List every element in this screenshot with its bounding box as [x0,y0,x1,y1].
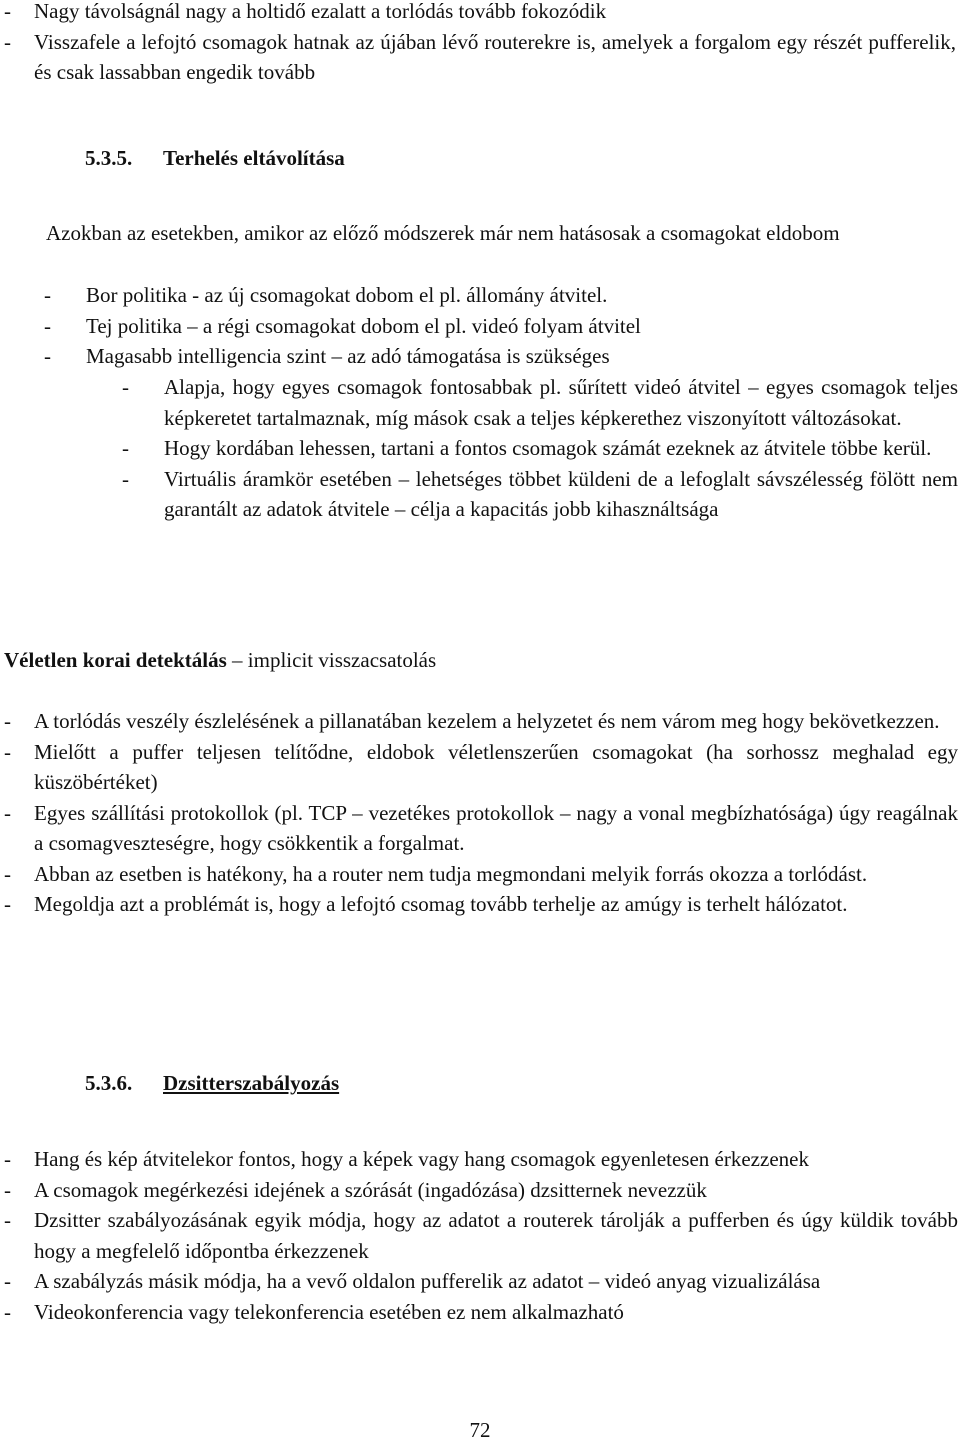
section-heading-535 [85,143,945,174]
list-item-text: Abban az esetben is hatékony, ha a router nem tudja megmondani melyik forrás okozza a torlódást. [34,861,868,886]
section-heading-536 [85,1068,945,1099]
bullet-dash: - [4,29,11,54]
list-item [4,859,958,890]
list-item [4,889,958,920]
list-item-text: Magasabb intelligencia szint – az adó támogatása is szükséges [86,344,610,368]
list-item [4,1175,958,1206]
list-item-text: Megoldja azt a problémát is, hogy a lefojtó csomag tovább terhelje az amúgy is terhelt hálózatot. [34,892,848,916]
list-item [4,1144,958,1175]
sublist-item [122,433,958,464]
list-item-text: Nagy távolságnál nagy a holtidő ezalatt a torlódás tovább fokozódik [34,0,607,23]
list-item [4,0,956,27]
sublist-item [122,464,958,525]
list-item-text: A szabályzás másik módja, ha a vevő oldalon pufferelik az adatot – videó anyag vizualizálása [34,1269,821,1293]
section-535-sublist [122,372,958,525]
bullet-dash: - [4,1147,11,1171]
bullet-dash: - [4,1208,11,1232]
intro-text: Azokban az esetekben, amikor az előző módszerek már nem hatásosak a csomagokat eldobom [46,221,840,245]
sublist-item [122,372,958,433]
section-number: 5.3.6. [85,1071,133,1095]
bullet-dash: - [122,436,129,460]
section-intro [4,218,956,249]
red-list [4,706,958,920]
sublist-item-text: Alapja, hogy egyes csomagok fontosabbak pl. sűrített videó átvitel – egyes csomagok teljes képkeretet tartalmaznak, míg mások csak a teljes képkerethez viszonyított változásokat. [164,375,958,430]
section-535-list [44,280,956,372]
section-title: Terhelés eltávolítása [163,146,345,170]
list-item-text: Mielőtt a puffer teljesen telítődne, eldobok véletlenszerűen csomagokat (ha sorhossz meghalad egy küszöbértéket) [34,739,958,794]
bullet-dash: - [122,466,129,491]
section-536-list [4,1144,958,1327]
list-item-text: A csomagok megérkezési idejének a szórását (ingadózása) dzsitternek nevezzük [34,1177,707,1202]
bullet-dash: - [4,1299,11,1324]
list-item [4,706,958,737]
list-item-text: A torlódás veszély észlelésének a pillanatában kezelem a helyzetet és nem várom meg hogy bekövetkezzen. [34,709,940,733]
bullet-dash: - [122,375,129,399]
list-item [4,1266,958,1297]
list-item-text: Videokonferencia vagy telekonferencia esetében ez nem alkalmazható [34,1299,624,1324]
bullet-dash: - [4,892,11,916]
list-item [4,27,956,88]
list-item [44,280,956,311]
section-title: Dzsitterszabályozás [163,1071,340,1095]
bullet-dash: - [4,1269,11,1293]
bullet-dash: - [44,313,51,338]
list-item [4,1297,958,1328]
list-item [4,1205,958,1266]
list-item-text: Egyes szállítási protokollok (pl. TCP – vezetékes protokollok – nagy a vonal megbízhatósága) úgy reagálnak a csomagveszteségre, hogy csökkentik a forgalmat. [34,800,958,855]
bullet-dash: - [4,1177,11,1202]
list-item [4,798,958,859]
red-heading-bold: Véletlen korai detektálás [4,648,227,672]
sublist-item-text: Hogy kordában lehessen, tartani a fontos csomagok számát ezeknek az átvitele többe kerül. [164,436,932,460]
list-item-text: Tej politika – a régi csomagokat dobom el pl. videó folyam átvitel [86,313,641,338]
list-item-text: Visszafele a lefojtó csomagok hatnak az újában lévő routerekre is, amelyek a forgalom egy részét pufferelik, és csak lassabban engedik tovább [34,29,956,84]
list-item-text: Bor politika - az új csomagokat dobom el pl. állomány átvitel. [86,283,608,307]
list-item [4,737,958,798]
top-list [4,0,956,88]
list-item [44,311,956,342]
bullet-dash: - [4,861,11,886]
bullet-dash: - [4,0,11,23]
bullet-dash: - [4,739,11,764]
list-item-text: Dzsitter szabályozásának egyik módja, hogy az adatot a routerek tárolják a pufferben és úgy küldik tovább hogy a megfelelő időpontba érkezzenek [34,1208,958,1263]
list-item-text: Hang és kép átvitelekor fontos, hogy a képek vagy hang csomagok egyenletesen érkezzenek [34,1147,809,1171]
list-item [44,341,956,372]
bullet-dash: - [4,800,11,825]
bullet-dash: - [44,344,51,368]
bullet-dash: - [4,709,11,733]
page-number: 72 [469,1418,491,1442]
red-heading [4,645,956,676]
red-heading-rest: – implicit visszacsatolás [226,648,437,672]
sublist-item-text: Virtuális áramkör esetében – lehetséges többet küldeni de a lefoglalt sávszélesség fölött nem garantált az adatok átvitele – célja a kapacitás jobb kihasználtsága [164,466,958,521]
section-number: 5.3.5. [85,146,133,170]
bullet-dash: - [44,283,51,307]
